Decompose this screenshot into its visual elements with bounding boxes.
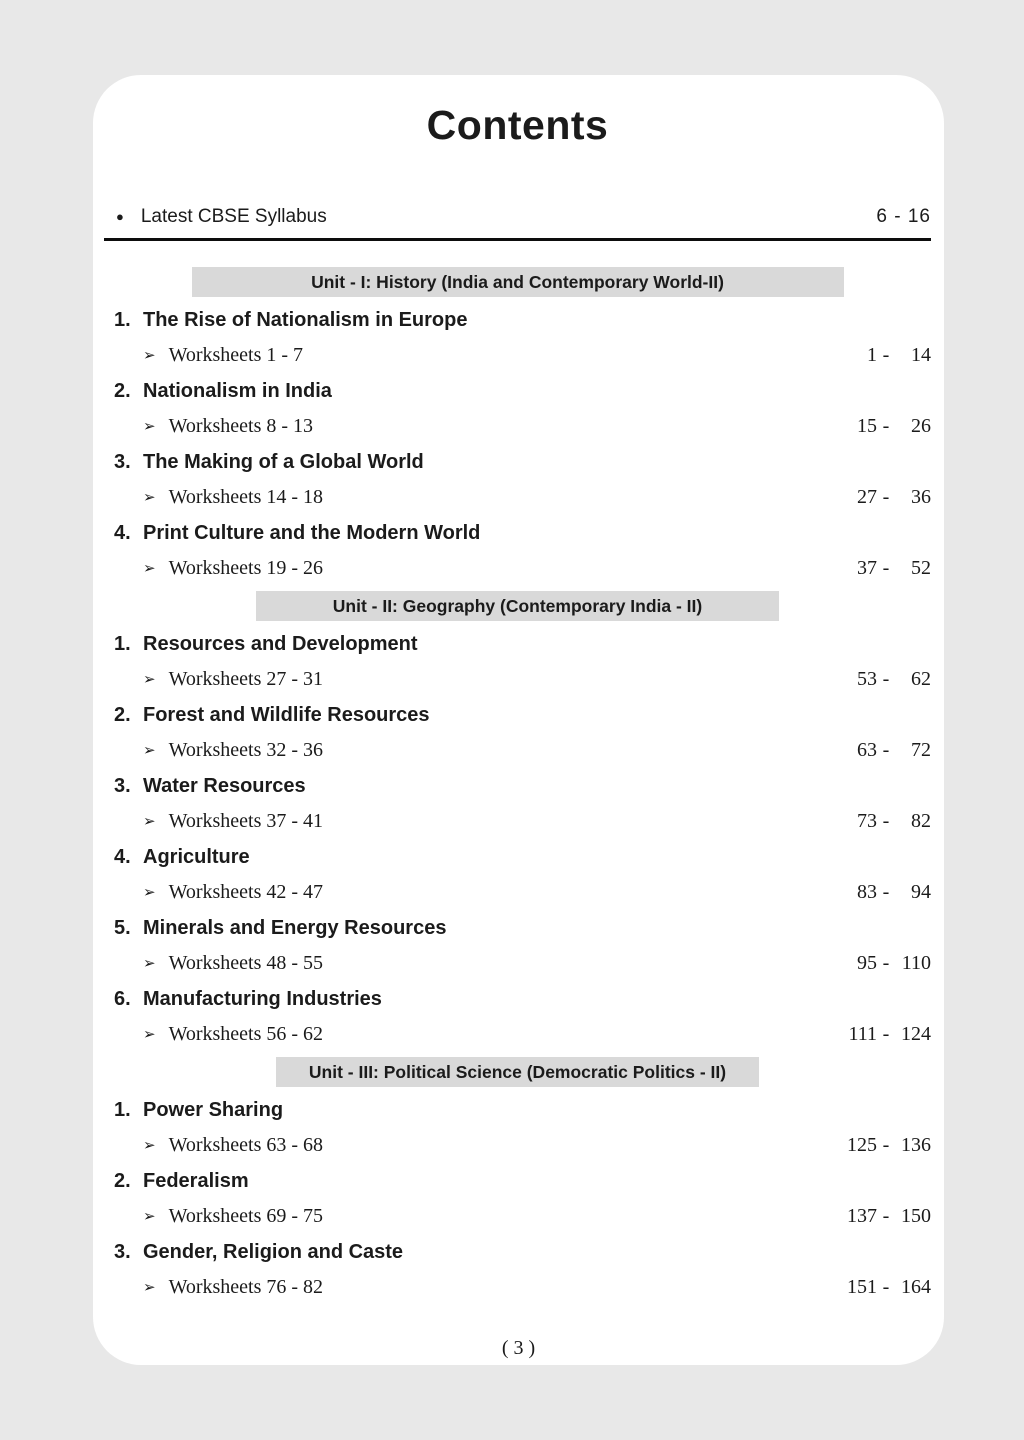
arrow-icon: ➢ [143, 812, 156, 830]
page-range [835, 1134, 931, 1157]
chapter-title: The Making of a Global World [143, 451, 424, 473]
unit-2-header-row [104, 591, 931, 621]
chapter-number: 2. [114, 380, 131, 402]
unit-1-header-row [104, 267, 931, 297]
page-start: 137 [847, 1205, 877, 1227]
arrow-icon: ➢ [143, 1278, 156, 1296]
chapter-entry [104, 775, 931, 798]
arrow-icon: ➢ [143, 670, 156, 688]
worksheet-range: Worksheets 19 - 26 [168, 557, 324, 579]
chapter-number: 2. [114, 704, 131, 726]
page-separator: - [882, 557, 890, 579]
page-separator: - [882, 668, 890, 690]
page-range [835, 810, 931, 833]
worksheet-entry [104, 1205, 931, 1229]
chapter-title: Forest and Wildlife Resources [143, 704, 430, 726]
page-range [835, 952, 931, 975]
chapter-entry [104, 1170, 931, 1193]
worksheet-range: Worksheets 37 - 41 [168, 810, 324, 832]
worksheet-range: Worksheets 69 - 75 [168, 1205, 324, 1227]
chapter-entry [104, 380, 931, 403]
page-end: 52 [911, 557, 931, 579]
page-separator: - [882, 952, 890, 974]
page-range [835, 486, 931, 509]
chapter-entry [104, 451, 931, 474]
chapter-title: Minerals and Energy Resources [143, 917, 447, 939]
page-separator: - [882, 415, 890, 437]
chapter-entry [104, 846, 931, 869]
worksheet-range: Worksheets 48 - 55 [168, 952, 324, 974]
page-end: 14 [911, 344, 931, 366]
chapter-title: The Rise of Nationalism in Europe [143, 309, 468, 331]
page-range [835, 1023, 931, 1046]
worksheet-entry [104, 415, 931, 439]
page-number-footer: ( 3 ) [501, 1337, 536, 1359]
chapter-number: 1. [114, 633, 131, 655]
worksheet-entry [104, 810, 931, 834]
arrow-icon: ➢ [143, 741, 156, 759]
page-separator: - [882, 344, 890, 366]
page-start: 151 [847, 1276, 877, 1298]
page-range [835, 344, 931, 367]
arrow-icon: ➢ [143, 417, 156, 435]
worksheet-label [143, 881, 323, 905]
page-end: 82 [911, 810, 931, 832]
arrow-icon: ➢ [143, 883, 156, 901]
page-range [835, 1276, 931, 1299]
chapter-number: 3. [114, 1241, 131, 1263]
chapter-title: Federalism [143, 1170, 249, 1192]
page-separator: - [882, 1276, 890, 1298]
page-separator: - [882, 1134, 890, 1156]
worksheet-entry [104, 1134, 931, 1158]
syllabus-row [104, 205, 931, 229]
contents-page-card [93, 75, 944, 1365]
page-separator: - [882, 739, 890, 761]
arrow-icon: ➢ [143, 488, 156, 506]
worksheet-label [143, 415, 313, 439]
chapter-entry [104, 309, 931, 332]
arrow-icon: ➢ [143, 954, 156, 972]
chapter-number: 3. [114, 451, 131, 473]
page-end: 26 [911, 415, 931, 437]
worksheet-label [143, 557, 323, 581]
chapter-title: Nationalism in India [143, 380, 332, 402]
worksheet-range: Worksheets 27 - 31 [168, 668, 324, 690]
worksheet-range: Worksheets 32 - 36 [168, 739, 324, 761]
page-end: 62 [911, 668, 931, 690]
page-end: 110 [901, 952, 931, 974]
page-range [835, 1205, 931, 1228]
bullet-icon: ● [116, 209, 124, 224]
worksheet-entry [104, 1023, 931, 1047]
worksheet-entry [104, 668, 931, 692]
page-start: 27 [857, 486, 877, 508]
unit-3-header-row [104, 1057, 931, 1087]
chapter-number: 1. [114, 309, 131, 331]
arrow-icon: ➢ [143, 346, 156, 364]
unit-1-header: Unit - I: History (India and Contemporary World-II) [192, 267, 844, 297]
chapter-title: Print Culture and the Modern World [143, 522, 481, 544]
arrow-icon: ➢ [143, 1025, 156, 1043]
page-end: 124 [901, 1023, 931, 1045]
chapter-title: Manufacturing Industries [143, 988, 382, 1010]
arrow-icon: ➢ [143, 1207, 156, 1225]
unit-3-header: Unit - III: Political Science (Democratic Politics - II) [276, 1057, 759, 1087]
unit-2-header: Unit - II: Geography (Contemporary India - II) [256, 591, 779, 621]
chapter-entry [104, 988, 931, 1011]
worksheet-label [143, 344, 303, 368]
worksheet-range: Worksheets 42 - 47 [168, 881, 324, 903]
arrow-icon: ➢ [143, 1136, 156, 1154]
chapter-title: Resources and Development [143, 633, 418, 655]
page-start: 125 [847, 1134, 877, 1156]
page-start: 63 [857, 739, 877, 761]
chapter-title: Power Sharing [143, 1099, 284, 1121]
page-end: 150 [901, 1205, 931, 1227]
worksheet-range: Worksheets 1 - 7 [168, 344, 304, 366]
page-separator: - [882, 810, 890, 832]
worksheet-entry [104, 557, 931, 581]
page-start: 83 [857, 881, 877, 903]
page-end: 72 [911, 739, 931, 761]
worksheet-entry [104, 344, 931, 368]
worksheet-label [143, 1023, 323, 1047]
chapter-number: 6. [114, 988, 131, 1010]
page-range [835, 557, 931, 580]
worksheet-label [143, 1205, 323, 1229]
chapter-number: 1. [114, 1099, 131, 1121]
worksheet-label [143, 486, 323, 510]
divider-rule [104, 238, 931, 241]
chapter-title: Water Resources [143, 775, 306, 797]
page-title: Contents [426, 102, 609, 148]
chapter-entry [104, 522, 931, 545]
chapter-number: 3. [114, 775, 131, 797]
page-range [835, 415, 931, 438]
page-range [835, 668, 931, 691]
chapter-entry [104, 633, 931, 656]
worksheet-entry [104, 486, 931, 510]
worksheet-range: Worksheets 76 - 82 [168, 1276, 324, 1298]
chapter-number: 5. [114, 917, 131, 939]
page-start: 37 [857, 557, 877, 579]
worksheet-range: Worksheets 63 - 68 [168, 1134, 324, 1156]
page-end: 36 [911, 486, 931, 508]
page-separator: - [882, 486, 890, 508]
page-start: 53 [857, 668, 877, 690]
chapter-number: 4. [114, 522, 131, 544]
chapter-entry [104, 1241, 931, 1264]
chapter-title: Agriculture [143, 846, 250, 868]
worksheet-label [143, 668, 323, 692]
page-range [835, 739, 931, 762]
worksheet-entry [104, 1276, 931, 1300]
worksheet-label [143, 1134, 323, 1158]
worksheet-label [143, 1276, 323, 1300]
page-start: 111 [848, 1023, 877, 1045]
chapter-title: Gender, Religion and Caste [143, 1241, 404, 1263]
chapter-entry [104, 1099, 931, 1122]
chapter-number: 4. [114, 846, 131, 868]
chapter-number: 2. [114, 1170, 131, 1192]
page-end: 136 [901, 1134, 931, 1156]
worksheet-label [143, 739, 323, 763]
syllabus-page-range: 6 - 16 [876, 206, 931, 227]
page-separator: - [882, 881, 890, 903]
worksheet-entry [104, 739, 931, 763]
syllabus-label: Latest CBSE Syllabus [140, 206, 327, 227]
chapter-entry [104, 917, 931, 940]
page-start: 1 [867, 344, 877, 366]
worksheet-range: Worksheets 8 - 13 [168, 415, 314, 437]
page-separator: - [882, 1023, 890, 1045]
page-start: 73 [857, 810, 877, 832]
arrow-icon: ➢ [143, 559, 156, 577]
page-separator: - [882, 1205, 890, 1227]
chapter-entry [104, 704, 931, 727]
page-end: 94 [911, 881, 931, 903]
page-range [835, 881, 931, 904]
worksheet-label [143, 810, 323, 834]
worksheet-range: Worksheets 56 - 62 [168, 1023, 324, 1045]
worksheet-entry [104, 881, 931, 905]
worksheet-entry [104, 952, 931, 976]
worksheet-label [143, 952, 323, 976]
page-end: 164 [901, 1276, 931, 1298]
page-start: 95 [857, 952, 877, 974]
worksheet-range: Worksheets 14 - 18 [168, 486, 324, 508]
page-start: 15 [857, 415, 877, 437]
